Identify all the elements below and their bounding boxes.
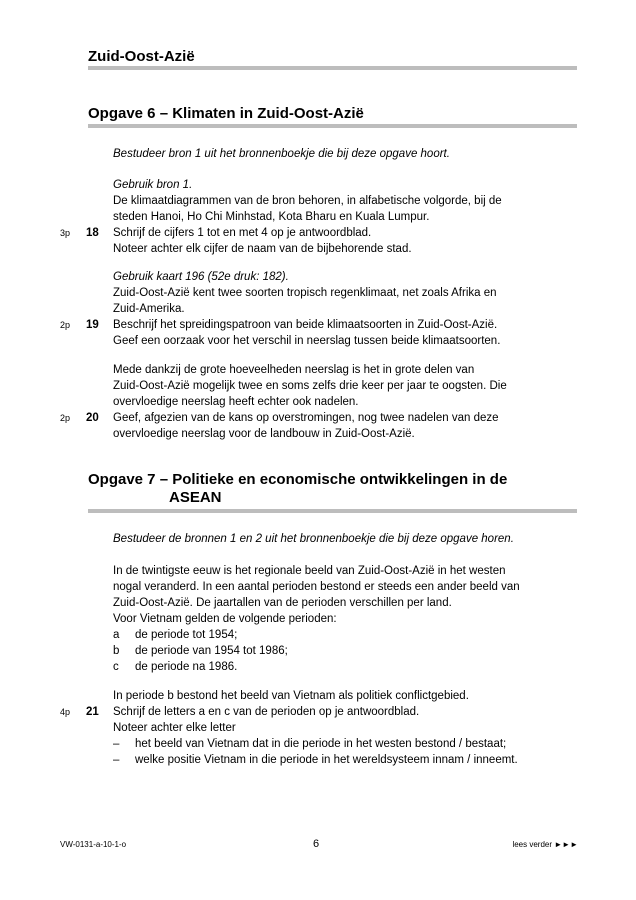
q18-points: 3p — [60, 228, 71, 238]
bullet-item-1: het beeld van Vietnam dat in die periode in het westen bestond / bestaat; — [135, 738, 507, 750]
q19-line1: Beschrijf het spreidingspatroon van beide klimaatsoorten in Zuid-Oost-Azië. — [113, 319, 498, 331]
opgave7-intro: Bestudeer de bronnen 1 en 2 uit het bronnenboekje die bij deze opgave horen. — [113, 533, 514, 545]
q19-number: 19 — [86, 319, 99, 331]
o6-block1-line2: De klimaatdiagrammen van de bron behoren, in alfabetische volgorde, bij de — [113, 195, 502, 207]
period-c-letter: c — [113, 661, 119, 673]
q21-line1: Schrijf de letters a en c van de perioden op je antwoordblad. — [113, 706, 420, 718]
opgave7-title-line1: Opgave 7 – Politieke en economische ontwikkelingen in de — [88, 471, 508, 488]
q18-line2: Noteer achter elk cijfer de naam van de bijbehorende stad. — [113, 243, 412, 255]
q20-points: 2p — [60, 413, 71, 423]
q20-line2: overvloedige neerslag voor de landbouw in Zuid-Oost-Azië. — [113, 428, 415, 440]
o6-block1-line3: steden Hanoi, Ho Chi Minhstad, Kota Bharu en Kuala Lumpur. — [113, 211, 430, 223]
period-a-text: de periode tot 1954; — [135, 629, 238, 641]
o7-block1-line4: Voor Vietnam gelden de volgende perioden: — [113, 613, 337, 625]
page-header-title: Zuid-Oost-Azië — [88, 48, 195, 65]
bullet-dash-1: – — [113, 738, 120, 750]
q19-points: 2p — [60, 320, 71, 330]
q21-points: 4p — [60, 707, 71, 717]
bullet-item-2: welke positie Vietnam in die periode in het wereldsysteem innam / inneemt. — [135, 754, 518, 766]
o6-block2-line1: Gebruik kaart 196 (52e druk: 182). — [113, 271, 289, 283]
opgave7-title-line2: ASEAN — [169, 489, 222, 506]
opgave6-intro: Bestudeer bron 1 uit het bronnenboekje die bij deze opgave hoort. — [113, 148, 450, 160]
q18-line1: Schrijf de cijfers 1 tot en met 4 op je antwoordblad. — [113, 227, 372, 239]
opgave7-rule — [88, 509, 577, 513]
o6-block3-line1: Mede dankzij de grote hoeveelheden neerslag is het in grote delen van — [113, 364, 475, 376]
bullet-dash-2: – — [113, 754, 120, 766]
opgave6-rule — [88, 124, 577, 128]
o6-block3-line2: Zuid-Oost-Azië mogelijk twee en soms zelfs drie keer per jaar te oogsten. Die — [113, 380, 507, 392]
period-a-letter: a — [113, 629, 120, 641]
footer-code: VW-0131-a-10-1-o — [60, 840, 127, 849]
period-c-text: de periode na 1986. — [135, 661, 238, 673]
footer-page-number: 6 — [313, 838, 320, 850]
o6-block2-line3: Zuid-Amerika. — [113, 303, 185, 315]
period-b-letter: b — [113, 645, 120, 657]
period-b-text: de periode van 1954 tot 1986; — [135, 645, 288, 657]
o6-block3-line3: overvloedige neerslag heeft echter ook nadelen. — [113, 396, 359, 408]
o6-block1-line1: Gebruik bron 1. — [113, 179, 193, 191]
footer-next: lees verder ►►► — [512, 840, 578, 849]
q19-line2: Geef een oorzaak voor het verschil in neerslag tussen beide klimaatsoorten. — [113, 335, 501, 347]
opgave6-title: Opgave 6 – Klimaten in Zuid-Oost-Azië — [88, 105, 364, 122]
o7-block1-line2: nogal veranderd. In een aantal perioden bestond er steeds een ander beeld van — [113, 581, 520, 593]
header-rule — [88, 66, 577, 70]
q21-line2: Noteer achter elke letter — [113, 722, 236, 734]
o7-block2: In periode b bestond het beeld van Vietnam als politiek conflictgebied. — [113, 690, 469, 702]
q20-line1: Geef, afgezien van de kans op overstromingen, nog twee nadelen van deze — [113, 412, 499, 424]
q18-number: 18 — [86, 227, 99, 239]
q20-number: 20 — [86, 412, 99, 424]
o7-block1-line1: In de twintigste eeuw is het regionale beeld van Zuid-Oost-Azië in het westen — [113, 565, 506, 577]
o7-block1-line3: Zuid-Oost-Azië. De jaartallen van de perioden verschillen per land. — [113, 597, 452, 609]
o6-block2-line2: Zuid-Oost-Azië kent twee soorten tropisch regenklimaat, net zoals Afrika en — [113, 287, 497, 299]
q21-number: 21 — [86, 706, 99, 718]
